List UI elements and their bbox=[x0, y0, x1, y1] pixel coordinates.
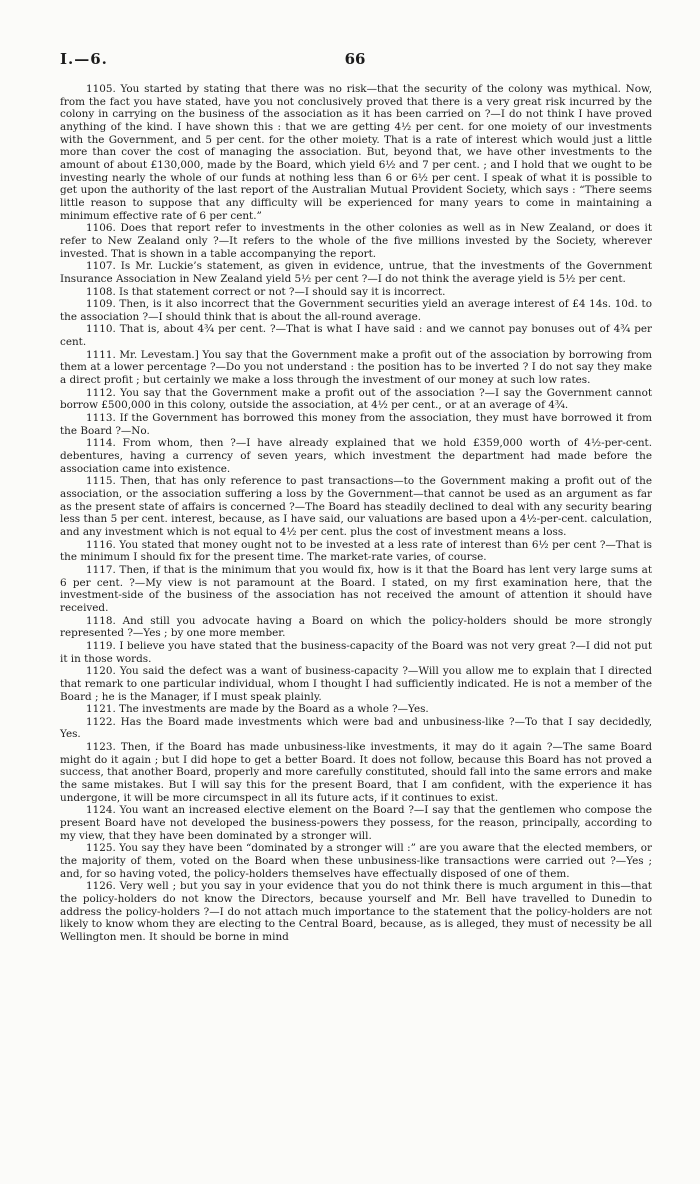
paragraph-1123: 1123. Then, if the Board has made unbusiness-like investments, it may do it again ?—The same Board might do it again ; but I did hope to get a better Board. It does not follow, because this Board has not proved a success, that another Board, properly and more carefully constituted, should fall into the same errors and make the same mistakes. But I will say this for the present Board, that I am confident, with the experience it has undergone, it will be more circumspect in all its future acts, if it continues to exist. bbox=[60, 741, 652, 804]
paragraph-1125: 1125. You say they have been “dominated by a stronger will :” are you aware that the elected members, or the majority of them, voted on the Board when these unbusiness-like transactions were carried out ?—Yes ; and, for so having voted, the policy-holders themselves have effectually disposed of one of them. bbox=[60, 842, 652, 880]
paragraph-1114: 1114. From whom, then ?—I have already explained that we hold £359,000 worth of 4½-per-cent. debentures, having a currency of seven years, which investment the department had made before the association came into existence. bbox=[60, 437, 652, 475]
paragraph-1108: 1108. Is that statement correct or not ?—I should say it is incorrect. bbox=[86, 285, 446, 298]
paragraph-1105: 1105. You started by stating that there was no risk—that the security of the colony was mythical. Now, from the fact you have stated, have you not conclusively proved that there is a very great risk incurred by the colony in carrying on the business of the association as it has been carried on ?—I do not think I have proved anything of the kind. I have shown this : that we are getting 4½ per cent. for one moiety of our investments with the Government, and 5 per cent. for the other moiety. That is a rate of interest which would just a little more than cover the cost of managing the association. But, beyond that, we have other investments to the amount of about £130,000, made by the Board, which yield 6½ and 7 per cent. ; and I hold that we ought to be investing nearly the whole of our funds at nothing less than 6 or 6½ per cent. I speak of what it is possible to get upon the authority of the last report of the Australian Mutual Provident Society, which says : “There seems little reason to suppose that any difficulty will be experienced for many years to come in maintaining a minimum effective rate of 6 per cent.” bbox=[60, 83, 652, 222]
paragraph-1116: 1116. You stated that money ought not to be invested at a less rate of interest than 6½ per cent ?—That is the minimum I should fix for the present time. The market-rate varies, of course. bbox=[60, 538, 652, 564]
paragraph-1124: 1124. You want an increased elective element on the Board ?—I say that the gentlemen who compose the present Board have not developed the business-powers they possess, for the reason, principally, according to my view, that they have been dominated by a stronger will. bbox=[60, 804, 652, 842]
paragraph-1126: 1126. Very well ; but you say in your evidence that you do not think there is much argument in this—that the policy-holders do not know the Directors, because yourself and Mr. Bell have travelled to Dunedin to address the policy-holders ?—I do not attach much importance to the statement that the policy-holders are not likely to know whom they are electing to the Central Board, because, as is alleged, they must of necessity be all Wellington men. It should be borne in mind bbox=[60, 880, 652, 943]
paragraph-1120: 1120. You said the defect was a want of business-capacity ?—Will you allow me to explain that I directed that remark to one particular individual, whom I thought I had sufficiently indicated. He is not a member of the Board ; he is the Manager, if I must speak plainly. bbox=[60, 665, 652, 703]
paragraph-1110: 1110. That is, about 4¾ per cent. ?—That is what I have said : and we cannot pay bonuses out of 4¾ per cent. bbox=[60, 323, 652, 349]
paragraph-1119: 1119. I believe you have stated that the business-capacity of the Board was not very great ?—I did not put it in those words. bbox=[60, 639, 652, 665]
paragraph-1121: 1121. The investments are made by the Board as a whole ?—Yes. bbox=[86, 703, 429, 716]
paragraph-1122: 1122. Has the Board made investments which were bad and unbusiness-like ?—To that I say decidedly, Yes. bbox=[60, 715, 652, 741]
paragraph-1109: 1109. Then, is it also incorrect that the Government securities yield an average interest of £4 14s. 10d. to the association ?—I should think that is about the all-round average. bbox=[60, 298, 652, 323]
paragraph-1111: 1111. Mr. Levestam.] You say that the Government make a profit out of the association by borrowing from them at a lower percentage ?—Do you not understand : the position has to be inverted ? I do not say they make a direct profit ; but certainly we make a loss through the investment of our money at such low rates. bbox=[60, 348, 652, 387]
page-number: 66 bbox=[344, 50, 366, 68]
paragraph-1107: 1107. Is Mr. Luckie’s statement, as given in evidence, untrue, that the investments of the Government Insurance Association in New Zealand yield 5½ per cent ?—I do not think the average yield is 5½ per cent. bbox=[60, 260, 652, 285]
paragraph-1118: 1118. And still you advocate having a Board on which the policy-holders should be more strongly represented ?—Yes ; by one more member. bbox=[60, 614, 652, 640]
paragraph-1113: 1113. If the Government has borrowed this money from the association, they must have borrowed it from the Board ?—No. bbox=[60, 412, 652, 437]
evidence-body bbox=[60, 83, 652, 944]
document-reference: I.—6. bbox=[60, 50, 108, 68]
paragraph-1115: 1115. Then, that has only reference to past transactions—to the Government making a profit out of the association, or the association suffering a loss by the Government—that cannot be used as an argument as far as the present state of affairs is concerned ?—The Board has steadily declined to deal with any security bearing less than 5 per cent. interest, because, as I have said, our valuations are based upon a 4½-per-cent. calculation, and any investment which is not equal to 4½ per cent. plus the cost of investment means a loss. bbox=[60, 475, 652, 538]
paragraph-1112: 1112. You say that the Government make a profit out of the association ?—I say the Government cannot borrow £500,000 in this colony, outside the association, at 4½ per cent., or at an average of 4¾. bbox=[60, 386, 652, 412]
paragraph-1117: 1117. Then, if that is the minimum that you would fix, how is it that the Board has lent very large sums at 6 per cent. ?—My view is not paramount at the Board. I stated, on my first examination here, that the investment-side of the business of the association has not received the amount of attention it should have received. bbox=[60, 563, 652, 614]
paragraph-1106: 1106. Does that report refer to investments in the other colonies as well as in New Zealand, or does it refer to New Zealand only ?—It refers to the whole of the five millions invested by the Society, wherever invested. That is shown in a table accompanying the report. bbox=[60, 222, 652, 260]
page-header bbox=[60, 50, 650, 74]
